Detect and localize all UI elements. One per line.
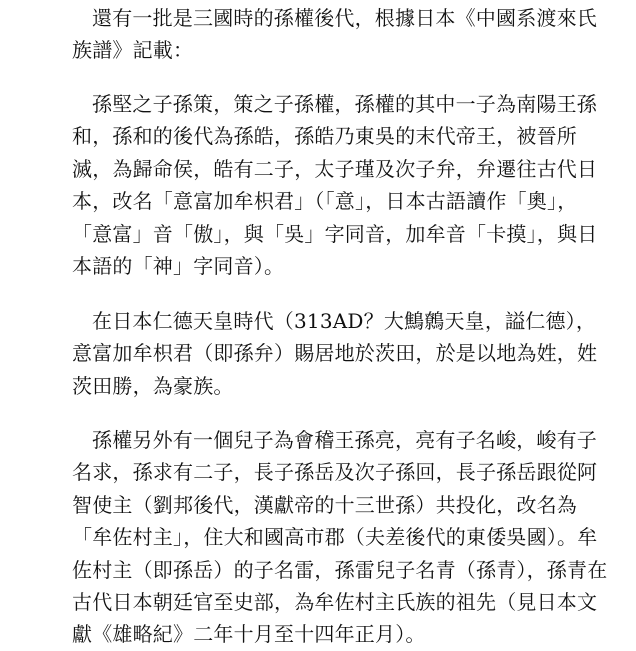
text-line: 本語的「神」字同音）。 xyxy=(72,254,285,279)
text-line: 在日本仁德天皇時代（313AD？大鷦鷯天皇，謚仁德）， xyxy=(92,309,597,333)
text-line: 名求，孫求有二子，長子孫岳及次子孫回，長子孫岳跟從阿 xyxy=(72,460,598,485)
text-line: 佐村主（即孫岳）的子名雷，孫雷兒子名青（孫青），孫青在 xyxy=(72,557,608,582)
text-line: 族譜》記載： xyxy=(72,38,194,63)
text-line: 滅，為歸命侯，皓有二子，太子瑾及次子弁，弁遷往古代日 xyxy=(72,156,598,181)
text-line: 孫權另外有一個兒子為會稽王孫亮，亮有子名峻，峻有子 xyxy=(92,428,597,452)
text-line: 還有一批是三國時的孫權後代，根據日本《中國系渡來氏 xyxy=(92,6,597,30)
paragraph-1 xyxy=(72,2,597,67)
text-line: 獻《雄略紀》二年十月至十四年正月）。 xyxy=(72,622,426,647)
paragraph-2 xyxy=(72,88,597,282)
text-line: 「牟佐村主」，住大和國高市郡（夫差後代的東倭吳國）。牟 xyxy=(72,525,598,550)
paragraph-3 xyxy=(72,305,597,402)
text-line: 和，孫和的後代為孫皓，孫皓乃東吳的末代帝王，被晉所 xyxy=(72,124,577,149)
text-line: 智使主（劉邦後代，漢獻帝的十三世孫）共投化，改名為 xyxy=(72,492,577,517)
text-line: 「意富」音「傲」，與「吳」字同音，加牟音「卡摸」，與日 xyxy=(72,221,598,246)
text-line: 茨田勝，為豪族。 xyxy=(72,373,234,398)
text-line: 意富加牟枳君（即孫弁）賜居地於茨田，於是以地為姓，姓 xyxy=(72,341,598,366)
text-line: 古代日本朝廷官至史部，為牟佐村主氏族的祖先（見日本文 xyxy=(72,590,598,615)
text-line: 孫堅之子孫策，策之子孫權，孫權的其中一子為南陽王孫 xyxy=(92,92,597,116)
text-line: 本，改名「意富加牟枳君」（「意」，日本古語讀作「奧」， xyxy=(72,189,578,214)
paragraph-4 xyxy=(72,424,607,651)
